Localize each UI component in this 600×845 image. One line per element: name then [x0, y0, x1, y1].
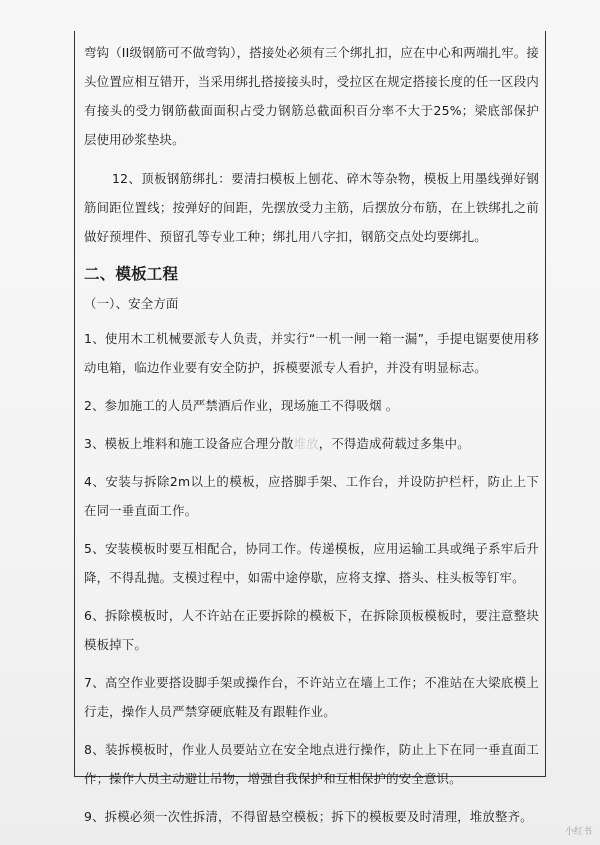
list-item-1: 1、使用木工机械要派专人负责，并实行“一机一闸一箱一漏”，手提电锯要使用移动电箱，临边作业要有安全防护，拆模要派专人看护，并没有明显标志。: [84, 331, 539, 375]
item-12-slab-rebar-binding: 12、顶板钢筋绑扎：要清扫模板上刨花、碎木等杂物，模板上用墨线弹好钢筋间距位置线；按弹好的间距，先摆放受力主筋，后摆放分布筋，在上铁绑扎之前做好预埋件、预留孔等专业工种；绑扎用八字扣，钢筋交点处均要绑扎。: [84, 171, 539, 244]
watermark: 小红书: [564, 827, 592, 837]
list-item-7: 7、高空作业要搭设脚手架或操作台，不许站立在墙上工作；不准站在大梁底模上行走，操作人员严禁穿硬底鞋及有跟鞋作业。: [84, 675, 539, 719]
list-item-2: 2、参加施工的人员严禁酒后作业，现场施工不得吸烟 。: [84, 398, 399, 413]
list-item-3-faded-text: 堆放: [293, 436, 319, 451]
list-item-9: 9、拆模必须一次性拆清，不得留悬空模板；拆下的模板要及时清理，堆放整齐。: [84, 809, 533, 824]
document-content: [84, 38, 539, 840]
section-title-formwork: 二、模板工程: [84, 265, 179, 283]
list-item-3-text-a: 3、模板上堆料和施工设备应合理分散: [84, 436, 294, 451]
rebar-splice-paragraph: 弯钩（II级钢筋可不做弯钩），搭接处必须有三个绑扎扣，应在中心和两端扎牢。接头位置应相互错开，当采用绑扎搭接接头时，受拉区在规定搭接长度的任一区段内有接头的受力钢筋截面面积占受力钢筋总截面积百分率不大于25%；梁底部保护层使用砂浆垫块。: [84, 45, 539, 147]
list-item-8: 8、装拆模板时，作业人员要站立在安全地点进行操作，防止上下在同一垂直面工作；操作人员主动避让吊物，增强自我保护和互相保护的安全意识。: [84, 742, 539, 786]
list-item-6: 6、拆除模板时，人不许站在正要拆除的模板下，在拆除顶板模板时，要注意整块模板掉下。: [84, 608, 539, 652]
list-item-3: [84, 429, 539, 458]
list-item-3-text-b: ，不得造成荷载过多集中。: [318, 436, 470, 451]
list-item-5: 5、安装模板时要互相配合，协同工作。传递模板，应用运输工具或绳子系牢后升降，不得乱抛。支模过程中，如需中途停歇，应将支撑、搭头、柱头板等钉牢。: [84, 541, 539, 585]
subsection-title-safety: （一）、安全方面: [84, 296, 179, 311]
list-item-4: 4、安装与拆除2m以上的模板，应搭脚手架、工作台，并设防护栏杆，防止上下在同一垂直面工作。: [84, 474, 539, 518]
